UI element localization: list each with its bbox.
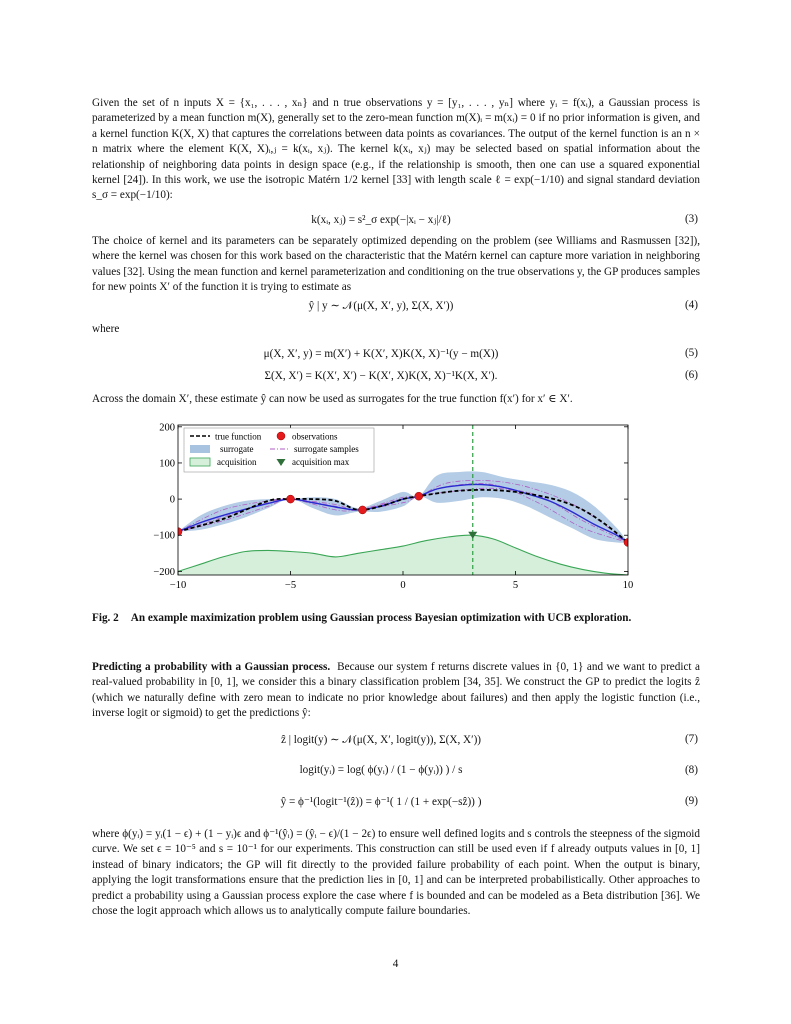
x-tick-label: −10 bbox=[169, 580, 187, 591]
equation-4-number: (4) bbox=[684, 299, 698, 311]
legend-surrogate-label: surrogate bbox=[220, 444, 254, 454]
equation-4 bbox=[92, 299, 700, 317]
equation-6 bbox=[92, 369, 700, 387]
equation-4-body: ŷ | y ∼ 𝒩(μ(X, X′, y), Σ(X, X′)) bbox=[308, 300, 454, 312]
observation-point bbox=[287, 495, 295, 503]
equation-7 bbox=[92, 733, 700, 751]
x-tick-label: 5 bbox=[512, 580, 519, 591]
equation-7-number: (7) bbox=[684, 733, 698, 745]
intro-paragraph: Given the set of n inputs X = {x₁, . . . , xₙ} and n true observations y = [y₁, . . . , yₙ] where yᵢ = f(xᵢ), a Gaussian process is parameterized by a mean function m(X), generally set to the zero-mean function m(X)ᵢ = m(xᵢ) = 0 if no prior information is given, and a kernel function K(X, X) that captures the correlations between data points as covariances. The output of the kernel function is an n × n matrix where the element K(X, X)ᵢ,ⱼ = k(xᵢ, xⱼ). The kernel k(xᵢ, xⱼ) may be selected based on spatial information about the relationship of neighboring data points in design space (e.g., if the relationship is smooth, then one can use a squared exponential kernel [24]). In this work, we use the isotropic Matérn 1/2 kernel [33] with length scale ℓ = exp(−1/10) and signal standard deviation s_σ = exp(−1/10): bbox=[92, 97, 700, 202]
y-tick-label: −100 bbox=[153, 530, 175, 542]
equation-9-number: (9) bbox=[684, 795, 698, 807]
equation-9-body: ŷ = ϕ⁻¹(logit⁻¹(ẑ)) = ϕ⁻¹( 1 / (1 + exp(−sẑ)) ) bbox=[280, 796, 482, 808]
legend-observations-label: observations bbox=[292, 431, 338, 442]
kernel-choice-paragraph: The choice of kernel and its parameters can be separately optimized depending on the problem (see Williams and Rasmussen [32]), where the kernel was chosen for this work based on the characteristic that the Matérn kernel can capture more variation in neighboring values [32]. Using the mean function and kernel parameterization and conditioning on the true observations y, the GP produces samples for new points X′ of the function it is trying to estimate as bbox=[92, 235, 700, 294]
equation-3 bbox=[92, 213, 700, 231]
predicting-heading: Predicting a probability with a Gaussian process. bbox=[92, 661, 331, 673]
equation-3-number: (3) bbox=[684, 213, 698, 225]
chart-legend bbox=[184, 428, 374, 472]
page-number: 4 bbox=[392, 958, 399, 970]
equation-8-body: logit(yᵢ) = log( ϕ(yᵢ) / (1 − ϕ(yᵢ)) ) / s bbox=[299, 764, 463, 776]
y-tick-label: −200 bbox=[153, 566, 175, 578]
figure-caption bbox=[92, 612, 700, 624]
x-tick-label: −5 bbox=[284, 580, 297, 591]
surrogate-band bbox=[178, 471, 628, 542]
observation-point bbox=[415, 492, 423, 500]
equation-3-body: k(xᵢ, xⱼ) = s²_σ exp(−|xᵢ − xⱼ|/ℓ) bbox=[311, 214, 451, 226]
figure-label: Fig. 2 bbox=[92, 612, 119, 624]
gp-bo-chart bbox=[140, 420, 650, 598]
across-paragraph: Across the domain X′, these estimate ŷ can now be used as surrogates for the true function f(x′) for x′ ∈ X′. bbox=[92, 393, 573, 405]
legend-acq-max-label: acquisition max bbox=[292, 457, 350, 467]
equation-5-body: μ(X, X′, y) = m(X′) + K(X′, X)K(X, X)⁻¹(y − m(X)) bbox=[263, 348, 499, 360]
where-text: where bbox=[92, 323, 120, 335]
equation-5-number: (5) bbox=[684, 347, 698, 359]
figure-caption-text: An example maximization problem using Gaussian process Bayesian optimization with UCB exploration. bbox=[130, 612, 632, 624]
equation-6-number: (6) bbox=[684, 369, 698, 381]
observation-point bbox=[359, 506, 367, 514]
predicting-body: Because our system f returns discrete values in {0, 1} and we want to predict a real-valued probability in [0, 1], we consider this a binary classification problem [34, 35]. We construct the GP to predict the logits ẑ (which we naturally define with zero mean to indicate no prior knowledge about failures) and then apply the logistic function (i.e., inverse logit or sigmoid) to get the predictions ŷ: bbox=[92, 661, 700, 720]
legend-surrogate-swatch bbox=[190, 445, 210, 453]
equation-9 bbox=[92, 795, 700, 813]
equation-5 bbox=[92, 347, 700, 365]
y-tick-label: 100 bbox=[159, 458, 175, 470]
equation-6-body: Σ(X, X′) = K(X′, X′) − K(X′, X)K(X, X)⁻¹K(X, X′). bbox=[264, 370, 498, 382]
legend-acquisition-label: acquisition bbox=[217, 457, 257, 467]
equation-8-number: (8) bbox=[684, 764, 698, 776]
legend-samples-label: surrogate samples bbox=[294, 444, 359, 454]
equation-7-body: ẑ | logit(y) ∼ 𝒩(μ(X, X′, logit(y)), Σ(X, X′)) bbox=[280, 734, 482, 746]
legend-true-function-label: true function bbox=[215, 431, 262, 442]
closing-paragraph: where ϕ(yᵢ) = yᵢ(1 − ϵ) + (1 − yᵢ)ϵ and ϕ⁻¹(ŷᵢ) = (ŷᵢ − ϵ)/(1 − 2ϵ) to ensure well defined logits and s controls the steepness of the sigmoid curve. We set ϵ = 10⁻⁵ and s = 10⁻¹ for our experiments. This construction can still be used even if f already outputs values in [0, 1] instead of binary indicators; the GP will fit directly to the provided failure probability of each point. When the output is binary, applying the logit transformations ensure that the prediction lies in [0, 1] and can be interpreted probabilistically. Other approaches to predict a probability using a Gaussian process explore the case where f is bounded and can be modeled as a Beta distribution [36]. We chose the logit approach which allows us to analytically compute failure boundaries. bbox=[92, 828, 700, 918]
x-tick-label: 10 bbox=[622, 580, 634, 591]
y-tick-label: 200 bbox=[159, 422, 175, 434]
acquisition-fill bbox=[178, 535, 628, 575]
equation-8 bbox=[92, 764, 700, 782]
x-tick-label: 0 bbox=[400, 580, 406, 591]
y-tick-label: 0 bbox=[169, 494, 175, 506]
legend-observations-swatch bbox=[277, 432, 285, 440]
predicting-paragraph bbox=[92, 660, 700, 722]
legend-acquisition-swatch bbox=[190, 458, 210, 466]
